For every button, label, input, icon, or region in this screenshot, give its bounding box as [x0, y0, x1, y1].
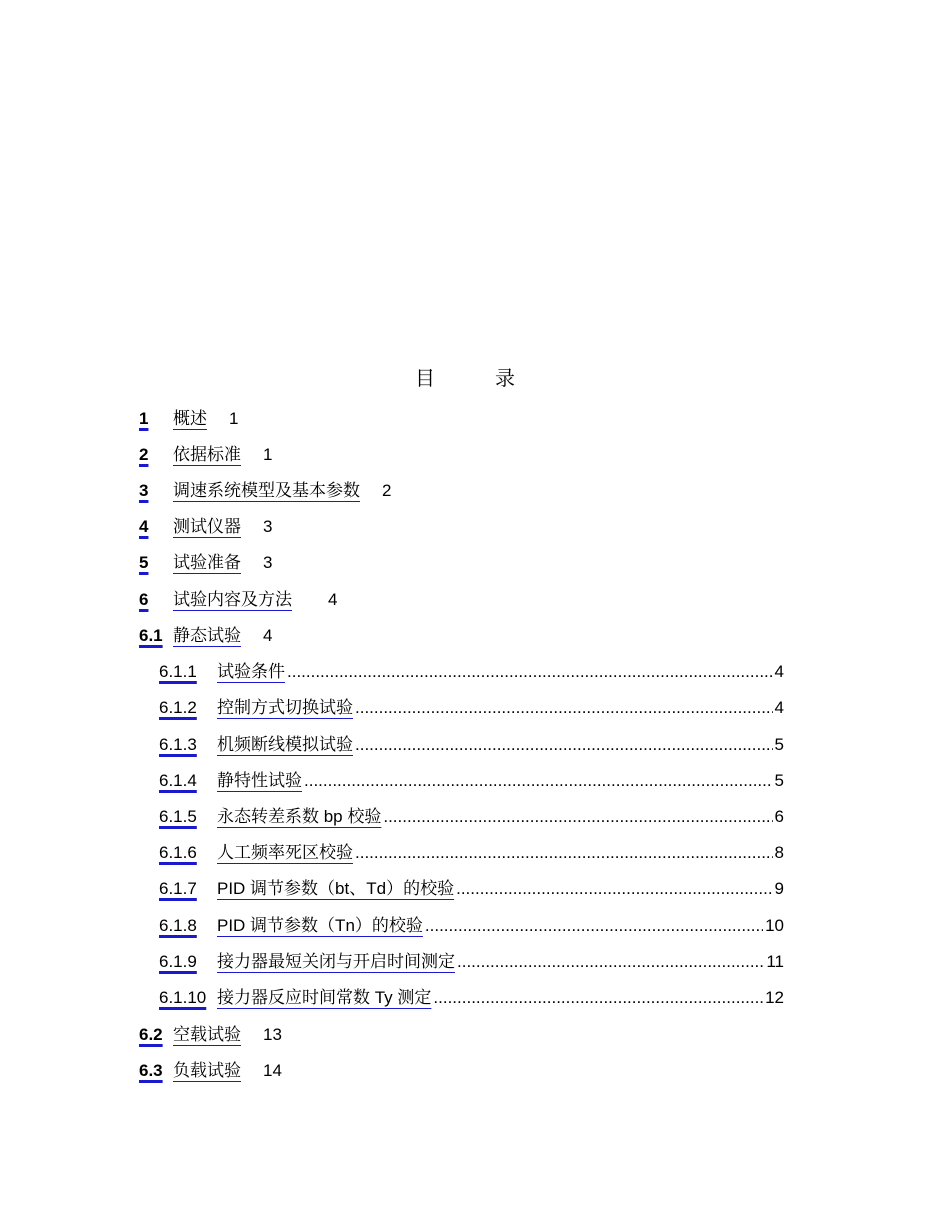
toc-entry-label[interactable]: 静态试验 [173, 626, 241, 645]
toc-entry-6[interactable] [139, 587, 337, 613]
dot-leader [433, 985, 763, 1011]
toc-entry-label[interactable]: 依据标准 [173, 445, 241, 464]
dot-leader [457, 949, 764, 975]
toc-entry-number[interactable]: 6.3 [139, 1061, 163, 1080]
toc-entry-number[interactable]: 6.1.2 [159, 698, 197, 717]
toc-entry-6-1-4[interactable] [159, 768, 784, 794]
toc-entry-label[interactable]: 试验条件 [217, 662, 285, 681]
toc-entry-page: 9 [774, 879, 784, 898]
toc-entry-label[interactable]: 机频断线模拟试验 [217, 735, 353, 754]
toc-entry-page: 13 [263, 1025, 282, 1044]
page-title: 目 录 [415, 366, 535, 390]
toc-entry-6-1-1[interactable] [159, 659, 784, 685]
toc-entry-label[interactable]: PID 调节参数（bt、Td）的校验 [217, 879, 455, 898]
toc-entry-4[interactable] [139, 514, 272, 540]
toc-entry-6-1[interactable] [139, 623, 272, 649]
toc-entry-page: 12 [765, 988, 784, 1007]
toc-entry-label[interactable]: PID 调节参数（Tn）的校验 [217, 916, 423, 935]
toc-entry-number[interactable]: 6.2 [139, 1025, 163, 1044]
toc-entry-label[interactable]: 接力器反应时间常数 Ty 测定 [217, 988, 432, 1007]
toc-entry-page: 4 [774, 662, 784, 681]
toc-entry-page: 4 [263, 626, 273, 645]
toc-entry-6-1-6[interactable] [159, 840, 784, 866]
toc-entry-number[interactable]: 1 [139, 409, 149, 428]
toc-entry-6-1-9[interactable] [159, 949, 784, 975]
toc-entry-page: 6 [774, 807, 784, 826]
toc-entry-6-1-3[interactable] [159, 732, 784, 758]
toc-entry-number[interactable]: 4 [139, 517, 149, 536]
toc-entry-6-2[interactable] [139, 1022, 282, 1048]
dot-leader [287, 659, 773, 685]
toc-entry-number[interactable]: 6.1.5 [159, 807, 197, 826]
toc-entry-page: 2 [382, 481, 392, 500]
dot-leader [383, 804, 772, 830]
toc-entry-number[interactable]: 6.1.4 [159, 771, 197, 790]
toc-entry-label[interactable]: 空载试验 [173, 1025, 241, 1044]
dot-leader [355, 840, 773, 866]
toc-entry-label[interactable]: 人工频率死区校验 [217, 843, 353, 862]
dot-leader [355, 732, 773, 758]
toc-entry-number[interactable]: 6.1.10 [159, 988, 207, 1007]
toc-entry-number[interactable]: 6.1.9 [159, 952, 197, 971]
toc-entry-number[interactable]: 2 [139, 445, 149, 464]
toc-entry-6-3[interactable] [139, 1058, 282, 1084]
toc-entry-label[interactable]: 负载试验 [173, 1061, 241, 1080]
toc-entry-number[interactable]: 3 [139, 481, 149, 500]
dot-leader [456, 876, 772, 902]
toc-entry-number[interactable]: 5 [139, 553, 149, 572]
toc-entry-page: 11 [766, 952, 784, 971]
toc-entry-page: 3 [263, 517, 273, 536]
toc-entry-page: 4 [328, 590, 338, 609]
toc-entry-number[interactable]: 6.1 [139, 626, 163, 645]
toc-entry-label[interactable]: 静特性试验 [217, 771, 302, 790]
toc-entry-6-1-8[interactable] [159, 913, 784, 939]
toc-entry-page: 1 [263, 445, 273, 464]
toc-entry-label[interactable]: 控制方式切换试验 [217, 698, 353, 717]
toc-entry-page: 5 [774, 735, 784, 754]
toc-entry-6-1-7[interactable] [159, 876, 784, 902]
toc-entry-page: 3 [263, 553, 273, 572]
toc-entry-page: 8 [774, 843, 784, 862]
toc-entry-label[interactable]: 试验内容及方法 [173, 590, 292, 609]
toc-entry-number[interactable]: 6.1.7 [159, 879, 197, 898]
toc-entry-1[interactable] [139, 406, 238, 432]
toc-entry-number[interactable]: 6.1.8 [159, 916, 197, 935]
dot-leader [355, 695, 773, 721]
toc-entry-label[interactable]: 试验准备 [173, 553, 241, 572]
toc-entry-page: 10 [765, 916, 784, 935]
dot-leader [425, 913, 763, 939]
toc-entry-label[interactable]: 永态转差系数 bp 校验 [217, 807, 382, 826]
toc-entry-3[interactable] [139, 478, 391, 504]
toc-entry-page: 4 [774, 698, 784, 717]
toc-entry-page: 1 [229, 409, 239, 428]
toc-entry-page: 14 [263, 1061, 282, 1080]
toc-entry-6-1-5[interactable] [159, 804, 784, 830]
toc-entry-6-1-10[interactable] [159, 985, 784, 1011]
toc-entry-page: 5 [774, 771, 784, 790]
toc-entry-number[interactable]: 6.1.1 [159, 662, 197, 681]
toc-entry-number[interactable]: 6.1.6 [159, 843, 197, 862]
toc-entry-5[interactable] [139, 550, 272, 576]
toc-entry-label[interactable]: 调速系统模型及基本参数 [173, 481, 360, 500]
toc-entry-label[interactable]: 接力器最短关闭与开启时间测定 [217, 952, 455, 971]
toc-entry-label[interactable]: 概述 [173, 409, 207, 428]
toc-entry-2[interactable] [139, 442, 272, 468]
dot-leader [304, 768, 773, 794]
toc-entry-6-1-2[interactable] [159, 695, 784, 721]
toc-entry-number[interactable]: 6 [139, 590, 149, 609]
toc-entry-number[interactable]: 6.1.3 [159, 735, 197, 754]
toc-entry-label[interactable]: 测试仪器 [173, 517, 241, 536]
